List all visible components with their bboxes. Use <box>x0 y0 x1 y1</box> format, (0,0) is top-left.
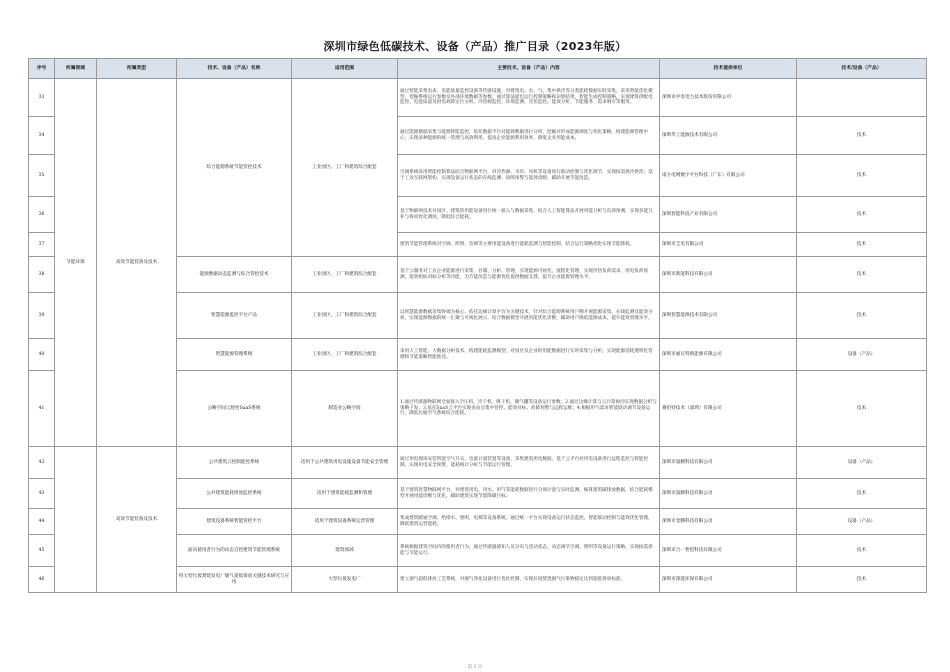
cell-name: 公共建筑云控制能控系统 <box>177 447 292 479</box>
header-name: 技术、设备（产品）名称 <box>177 59 292 79</box>
table-row <box>29 447 927 479</box>
cell-content: 基于建筑智慧物联网平台，对建筑用电、用水、用气等能耗数据进行分项计量与实时监测，核算建筑碳排放数据，结合能耗模型开展用能诊断与优化，辅助建筑实现节能降碳目标。 <box>398 479 660 509</box>
cell-type: 设备（产品） <box>797 447 927 479</box>
header-provider: 技术提供单位 <box>660 59 797 79</box>
cell-type: 技术 <box>797 155 927 197</box>
cell-name: 智慧能源管理系统 <box>177 339 292 371</box>
cell-content: 集成建筑暖通空调、给排水、照明、电梯等设备系统，通过统一平台实现设备运行状态监控、智能联动控制与能效优化管理，降低建筑运营能耗。 <box>398 509 660 535</box>
cell-seq: 43 <box>29 479 55 509</box>
cell-category: 高效节能装备及技术 <box>97 79 177 447</box>
cell-content: 通过能源数据采集与能源智能监控，依托数据平台对能源数据进行分析、挖掘并形成能源调度与优化策略，构建能源管理中心，实现多种能源的统一管理与高效利用，提高企业能源利用效率，降低企业用能成本。 <box>398 117 660 155</box>
cell-type: 设备（产品） <box>797 339 927 371</box>
cell-scope: 工业园区、工厂和建筑综合配套 <box>292 257 398 293</box>
cell-scope: 工业园区、工厂和建筑综合配套 <box>292 293 398 339</box>
cell-scope: 工业园区、工厂和建筑综合配套 <box>292 79 398 257</box>
cell-type: 技术 <box>797 117 927 155</box>
cell-type: 技术 <box>797 293 927 339</box>
cell-scope: 适用于建筑能耗监测和管理 <box>292 479 398 509</box>
cell-seq: 36 <box>29 197 55 233</box>
header-scope: 适用范围 <box>292 59 398 79</box>
page-footer: 第 3 页 <box>467 665 483 670</box>
cell-provider: 深圳市圭电有限公司 <box>660 233 797 257</box>
cell-seq: 37 <box>29 233 55 257</box>
cell-provider: 深圳市深能环保有限公司 <box>660 567 797 593</box>
cell-content: 基于物联网技术对园区、建筑的用能设备进行统一接入与数据采集，结合人工智能算法开展用能分析与负荷预测，实现多能互补与协同优化调度，降低综合能耗。 <box>398 197 660 233</box>
cell-type <box>797 79 927 117</box>
cell-provider: 赛伯特技术（深圳）有限公司 <box>660 371 797 447</box>
cell-seq: 35 <box>29 155 55 197</box>
cell-name: 智慧能源监控平台产品 <box>177 293 292 339</box>
cell-seq: 40 <box>29 339 55 371</box>
cell-seq: 33 <box>29 79 55 117</box>
catalog-table <box>28 58 927 593</box>
cell-type: 技术 <box>797 535 927 567</box>
cell-scope: 适用于公共建筑用电设施设备节能安全管理 <box>292 447 398 479</box>
cell-name: 能源数据动态监测与综合管控技术 <box>177 257 292 293</box>
cell-provider: 深圳市金腾科技有限公司 <box>660 509 797 535</box>
cell-provider: 深圳华工能源技术有限公司 <box>660 117 797 155</box>
table-row <box>29 79 927 117</box>
header-content: 主要技术、设备（产品）内容 <box>398 59 660 79</box>
cell-scope: 适用于建筑设备系统运营管理 <box>292 509 398 535</box>
cell-category: 高效节能装备及技术 <box>97 447 177 593</box>
cell-content: 通过智能采集电表、电能质量监控设备等传感设施，对建筑电、水、气、集中供冷等分类能耗数据实时采集，采用智能优化模型，挖掘系统运行参数及外部环境数据等参数，通过算法提出运行控制策略和识别结果，智能生成控制策略，实现建筑供配电监控、电能质量及供电故障定位分析、冷热源监控、环境监测、光伏监控、能效分析、节能服务、需求响应等服务。 <box>398 79 660 117</box>
cell-type: 技术 <box>797 197 927 233</box>
cell-provider: 深圳智慧能源技术有限公司 <box>660 293 797 339</box>
cell-scope: 建筑领域 <box>292 535 398 567</box>
cell-field: 节能环保 <box>55 79 97 447</box>
cell-content: 系统根据建筑空间内的使用者行为，通过传感器感知人员分布与活动状态，动态调节空调、照明等设备运行策略，实现按需供能与节能运行。 <box>398 535 660 567</box>
cell-content: 建立烟气超低排放工艺系统，对烟气净化设备进行优化控制，实现垃圾焚烧烟气污染物稳定达到超低排放标准。 <box>398 567 660 593</box>
cell-type: 技术 <box>797 257 927 293</box>
cell-content: 建筑节能管理系统对空调、照明、电梯等主要用能设备进行能耗监测与智能控制，结合运行策略优化实现节能降耗。 <box>398 233 660 257</box>
cell-provider: 深圳市中电电力技术股份有限公司 <box>660 79 797 117</box>
cell-seq: 45 <box>29 535 55 567</box>
cell-type: 设备（产品） <box>797 509 927 535</box>
cell-scope: 大型垃圾发电厂 <box>292 567 398 593</box>
cell-name: 面向使用者行为的动态自控建筑节能管理系统 <box>177 535 292 567</box>
cell-content: 以智慧能源数据采集终端为核心，依托边缘计算平台为关键技术，针对综合能源系统用户侧开展能源采集、在线监测及能效分析，实现能源数据的统一汇聚与可视化展示，结合数据模型开展用能优化诊断，辅助用户降低能源成本，提升能效管理水平。 <box>398 293 660 339</box>
page-title: 深圳市绿色低碳技术、设备（产品）推广目录（2023年版） <box>323 40 627 53</box>
cell-name: 公略空间云智控SaaS系统 <box>177 371 292 447</box>
cell-seq: 44 <box>29 509 55 535</box>
cell-name: 建筑设备系统智能管控平台 <box>177 509 292 535</box>
header-field: 所属领域 <box>55 59 97 79</box>
cell-seq: 38 <box>29 257 55 293</box>
cell-seq: 39 <box>29 293 55 339</box>
cell-scope: 制造业公略空间 <box>292 371 398 447</box>
cell-content: 空调系统采用智能控制算法结合物联网平台，对冷热源、水泵、风机等设备进行联动控制与优化调节，实现按需供冷供热；基于工业互联网架构，实现设备运行状态的在线监测、故障预警与能效诊断，辅助开展节能改造。 <box>398 155 660 197</box>
cell-content: 采用人工智能、大数据分析技术，构建能耗监测模型，对园区及企业的用能数据进行实时采集与分析，实现能源消耗透明化管理和节能策略智能推送。 <box>398 339 660 371</box>
cell-seq: 46 <box>29 567 55 593</box>
cell-provider: 深圳市合一智控科技有限公司 <box>660 535 797 567</box>
header-row <box>29 59 927 79</box>
cell-name: 公共建筑能耗排放监控系统 <box>177 479 292 509</box>
cell-content: 1.通过传感器物联网全面接入空压机、冷干机、吸干机、储气罐等设备运行参数；2.通过边缘计算与云计算协同实现数据分析与策略下发；3.依托SaaS云平台实现多站点集中管控、能效对标、故障预警与远程运维；4.根据用气需求智能联动调节设备运行，降低压缩空气系统综合能耗。 <box>398 371 660 447</box>
cell-provider: 深圳智能科技产业有限公司 <box>660 197 797 233</box>
header-type: 技术/设备（产品） <box>797 59 927 79</box>
cell-scope: 工业园区、工厂和建筑综合配套 <box>292 339 398 371</box>
cell-type: 技术 <box>797 371 927 447</box>
header-seq: 序号 <box>29 59 55 79</box>
cell-seq: 42 <box>29 447 55 479</box>
cell-name: 特大型垃圾焚烧发电厂烟气超低排放关键技术研究与应用 <box>177 567 292 593</box>
cell-name: 综合能源系统节能管控技术 <box>177 79 292 257</box>
cell-provider: 深圳市福瓦特新能源有限公司 <box>660 339 797 371</box>
cell-provider: 深圳市量腾科技有限公司 <box>660 447 797 479</box>
cell-seq: 34 <box>29 117 55 155</box>
cell-content: 基于云服务对工业企业能源进行采集、存储、分析、管理，实现能源可视化、流程化管理，实现冷热负荷需求、用电负荷预测，能效指标对标分析等功能，为节能改造与能源优化提供数据支撑，提升企业能源管理水平。 <box>398 257 660 293</box>
cell-type: 技术 <box>797 567 927 593</box>
header-category: 所属类型 <box>97 59 177 79</box>
cell-field-empty <box>55 447 97 593</box>
cell-type: 技术 <box>797 233 927 257</box>
cell-provider: 深圳市量腾科技有限公司 <box>660 479 797 509</box>
cell-seq: 41 <box>29 371 55 447</box>
cell-provider: 深圳市新能科技有限公司 <box>660 257 797 293</box>
cell-type: 技术 <box>797 479 927 509</box>
cell-provider: 南方电网数字平台科技（广东）有限公司 <box>660 155 797 197</box>
cell-content: 通过用电现场安装智能空气开关、电量计量装置等设备，采集建筑用电数据，基于云平台对用电设备进行远程监控与智能控制，实现用电安全预警、能耗统计分析与节能运行管理。 <box>398 447 660 479</box>
